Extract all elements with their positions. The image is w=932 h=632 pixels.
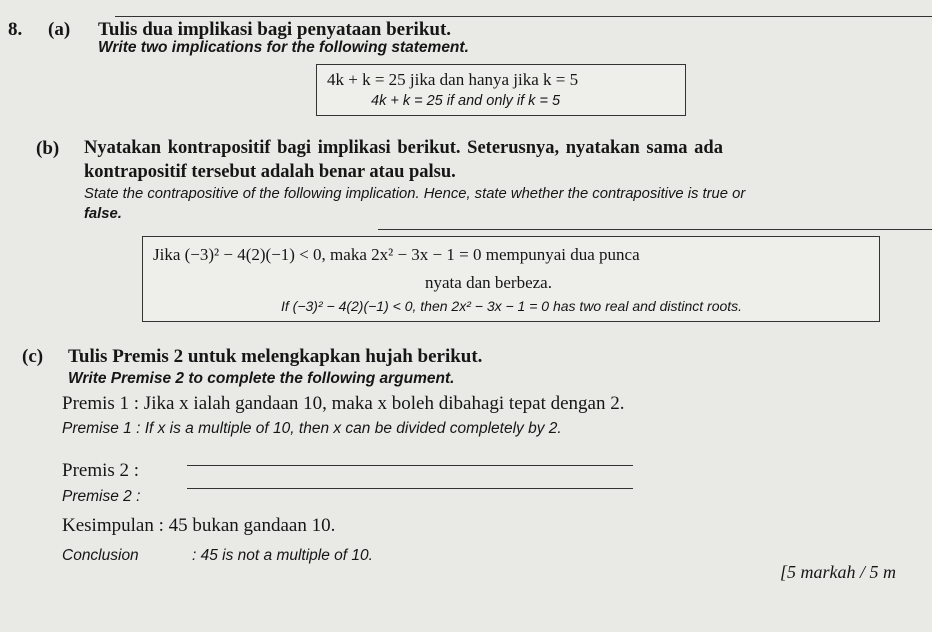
top-rule [115,16,932,17]
part-b-box-top-rule [378,229,932,230]
part-a-box-malay: 4k + k = 25 jika dan hanya jika k = 5 [327,70,579,89]
part-b-malay-line1: Nyatakan kontrapositif bagi implikasi berikut. Seterusnya, nyatakan sama ada [84,138,723,158]
premise2-english: Premise 2 : [62,488,141,505]
premis2-answer-line [187,465,633,466]
part-b-box-malay-line1: Jika (−3)² − 4(2)(−1) < 0, maka 2x² − 3x − 1 = 0 mempunyai dua punca [153,245,640,264]
part-b-statement-box [142,236,880,322]
part-a-label: (a) [48,19,71,40]
premise1-english: Premise 1 : If x is a multiple of 10, then x can be divided completely by 2. [62,420,562,437]
part-a-box-english: 4k + k = 25 if and only if k = 5 [371,93,561,109]
marks-label: [5 markah / 5 m [780,562,896,582]
part-b-box-english: If (−3)² − 4(2)(−1) < 0, then 2x² − 3x − 1 = 0 has two real and distinct roots. [281,298,743,314]
part-a-english: Write two implications for the following statement. [98,39,469,56]
part-b-label: (b) [36,138,60,159]
part-a-malay: Tulis dua implikasi bagi penyataan berikut. [98,19,452,40]
premis1-malay: Premis 1 : Jika x ialah gandaan 10, maka x boleh dibahagi tepat dengan 2. [62,393,625,414]
conclusion-english-label: Conclusion [62,547,139,564]
part-c-malay: Tulis Premis 2 untuk melengkapkan hujah berikut. [68,346,483,367]
question-number: 8. [8,19,23,40]
part-c-label: (c) [22,346,44,367]
conclusion-english-text: : 45 is not a multiple of 10. [192,547,373,564]
kesimpulan-malay: Kesimpulan : 45 bukan gandaan 10. [62,515,336,536]
part-c-english: Write Premise 2 to complete the following argument. [68,370,455,387]
part-a-statement-box [316,64,686,116]
premise2-answer-line [187,488,633,489]
part-b-english-line2: false. [84,206,122,222]
part-b-english-line1: State the contrapositive of the following implication. Hence, state whether the contrapositive is true or [84,186,746,202]
part-b-box-malay-line2: nyata dan berbeza. [425,273,552,292]
part-b-malay-line2: kontrapositif tersebut adalah benar atau palsu. [84,162,456,182]
premis2-malay: Premis 2 : [62,460,140,481]
